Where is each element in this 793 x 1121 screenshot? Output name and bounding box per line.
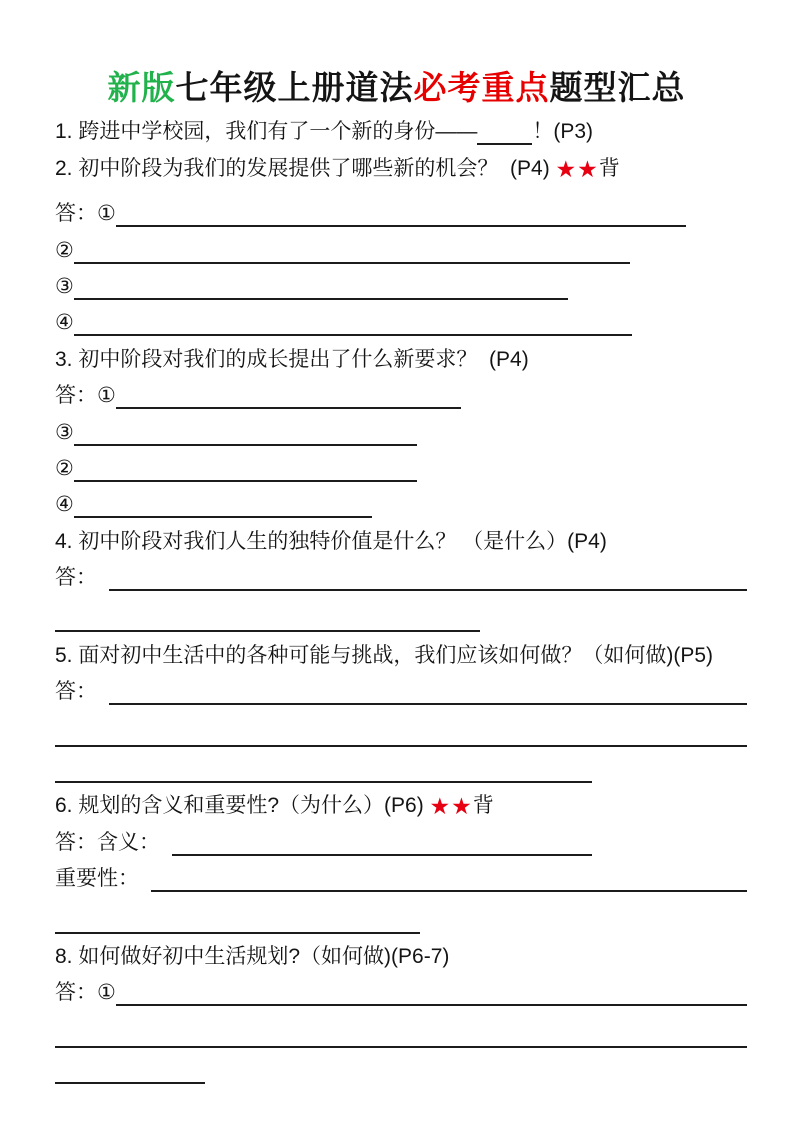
- page-title: [0, 0, 793, 109]
- answer-row: [55, 858, 747, 894]
- answer-blank-line: [74, 514, 372, 518]
- answer-row: [55, 899, 747, 935]
- answer-label: 答：: [55, 566, 97, 590]
- answer-row: [55, 821, 747, 857]
- question-2: [55, 147, 747, 183]
- question-6-text: 6. 规划的含义和重要性?（为什么）(P6): [55, 794, 430, 818]
- answer-row: [55, 484, 747, 520]
- answer-label: ④: [55, 311, 74, 335]
- answer-blank-line: [74, 442, 417, 446]
- answer-row: [55, 712, 747, 748]
- answer-blank-line: [55, 930, 420, 934]
- answer-blank-line: [172, 852, 592, 856]
- answer-row: [55, 557, 747, 593]
- question-1-text: 1. 跨进中学校园，我们有了一个新的身份——: [55, 120, 478, 144]
- answer-row: [55, 375, 747, 411]
- question-2-star-suffix: 背: [598, 156, 620, 180]
- question-2-text: 2. 初中阶段为我们的发展提供了哪些新的机会？ (P4): [55, 156, 556, 180]
- question-5-text: 5. 面对初中生活中的各种可能与挑战，我们应该如何做？（如何做)(P5): [55, 643, 714, 667]
- answer-label-importance: 重要性：: [55, 867, 139, 891]
- answer-blank-line: [55, 1044, 747, 1048]
- answer-blank-line: [74, 332, 632, 336]
- answer-row: [55, 302, 747, 338]
- answer-blank-line: [74, 478, 417, 482]
- answer-row: [55, 193, 747, 229]
- question-6: [55, 785, 747, 821]
- question-4: [55, 520, 747, 556]
- answer-blank-line: [109, 587, 747, 591]
- answer-row: [55, 411, 747, 447]
- importance-stars-icon: ★★: [555, 155, 599, 182]
- answer-label: 答：①: [55, 981, 116, 1005]
- answer-label-meaning: 答：含义：: [55, 830, 160, 854]
- answer-blank-line: [55, 1080, 205, 1084]
- answer-blank-line: [116, 1002, 747, 1006]
- title-segment-mid: 七年级上册道法: [175, 69, 414, 106]
- answer-row: [55, 749, 747, 785]
- answer-label: ④: [55, 493, 74, 517]
- question-8-text: 8. 如何做好初中生活规划?（如何做)(P6-7): [55, 944, 450, 968]
- answer-label: 答：①: [55, 202, 116, 226]
- answer-blank-line: [55, 628, 480, 632]
- answer-label: ②: [55, 456, 74, 480]
- answer-blank-line: [55, 779, 592, 783]
- question-1-suffix: ！(P3): [532, 120, 594, 144]
- question-4-text: 4. 初中阶段对我们人生的独特价值是什么？ （是什么）(P4): [55, 529, 607, 553]
- answer-row: [55, 598, 747, 634]
- answer-row: [55, 972, 747, 1008]
- answer-row: [55, 1013, 747, 1049]
- answer-blank-line: [55, 743, 747, 747]
- answer-blank-line: [109, 701, 747, 705]
- answer-row: [55, 671, 747, 707]
- answer-blank-line: [74, 296, 568, 300]
- inline-answer-blank: [477, 141, 532, 145]
- answer-blank-line: [151, 888, 747, 892]
- question-3-text: 3. 初中阶段对我们的成长提出了什么新要求？ (P4): [55, 347, 529, 371]
- title-segment-new: 新版: [107, 69, 176, 106]
- title-segment-tail: 题型汇总: [549, 69, 686, 106]
- answer-blank-line: [74, 260, 630, 264]
- answer-blank-line: [116, 223, 686, 227]
- question-3: [55, 338, 747, 374]
- answer-row: [55, 448, 747, 484]
- question-6-star-suffix: 背: [472, 794, 494, 818]
- answer-label: ②: [55, 238, 74, 262]
- answer-row: [55, 229, 747, 265]
- questions-list: [0, 109, 793, 1086]
- answer-row: [55, 1050, 747, 1086]
- answer-label: ③: [55, 274, 74, 298]
- question-8: [55, 936, 747, 972]
- question-5: [55, 634, 747, 670]
- title-segment-key: 必考重点: [413, 69, 550, 106]
- answer-label: 答：①: [55, 384, 116, 408]
- answer-blank-line: [116, 405, 461, 409]
- answer-label: ③: [55, 420, 74, 444]
- question-1: [55, 111, 747, 147]
- answer-label: 答：: [55, 680, 97, 704]
- importance-stars-icon: ★★: [429, 793, 473, 820]
- answer-row: [55, 266, 747, 302]
